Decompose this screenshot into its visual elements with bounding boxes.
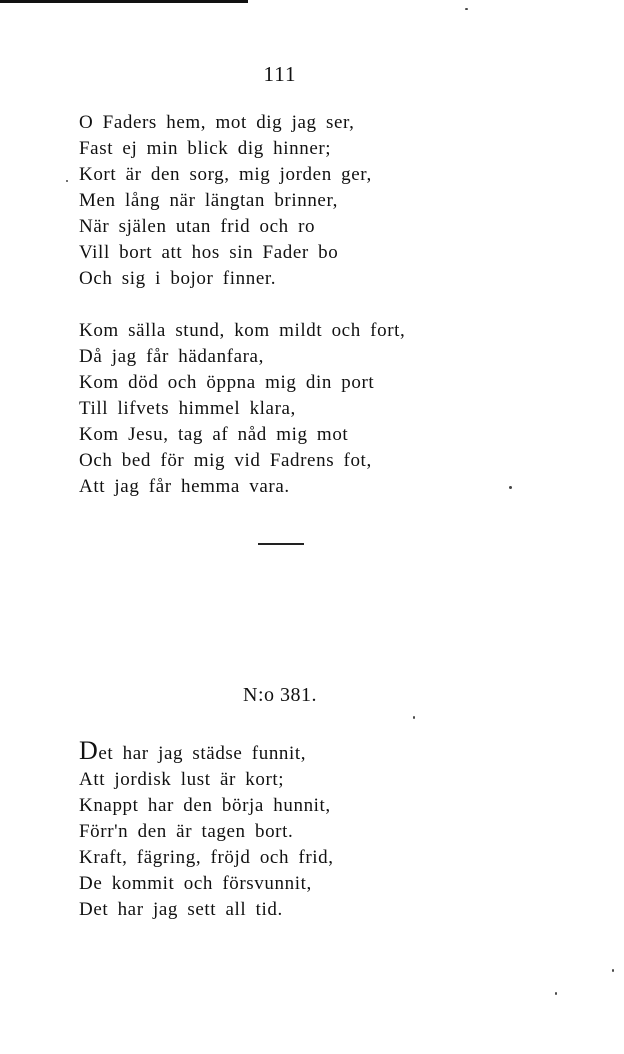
verse-line: När själen utan frid och ro <box>79 216 316 237</box>
verse-line: Knappt har den börja hunnit, <box>79 795 331 816</box>
drop-initial: D <box>79 736 99 765</box>
verse-line: Att jag får hemma vara. <box>79 476 290 497</box>
scan-speck <box>555 992 557 995</box>
section-divider <box>258 543 304 545</box>
hymn-number: N:o 381. <box>243 684 317 706</box>
verse-line: Det har jag sett all tid. <box>79 899 283 920</box>
verse-line: Kort är den sorg, mig jorden ger, <box>79 164 372 185</box>
verse-line: Men lång när längtan brinner, <box>79 190 338 211</box>
verse-line: Förr'n den är tagen bort. <box>79 821 294 842</box>
verse-line: Att jordisk lust är kort; <box>79 769 285 790</box>
scan-speck <box>509 486 512 489</box>
stanza-2 <box>79 318 405 500</box>
verse-line: Kraft, fägring, fröjd och frid, <box>79 847 334 868</box>
verse-line: O Faders hem, mot dig jag ser, <box>79 112 355 133</box>
verse-line: Kom Jesu, tag af nåd mig mot <box>79 424 349 445</box>
verse-line: Och bed för mig vid Fadrens fot, <box>79 450 372 471</box>
verse-line: De kommit och försvunnit, <box>79 873 312 894</box>
verse-line-first-rest: et har jag städse funnit, <box>98 743 307 764</box>
verse-line: Vill bort att hos sin Fader bo <box>79 242 339 263</box>
stanza-1 <box>79 110 372 292</box>
top-edge-rule <box>0 0 248 3</box>
verse-line: Då jag får hädanfara, <box>79 346 264 367</box>
verse-line: Till lifvets himmel klara, <box>79 398 296 419</box>
verse-line: Och sig i bojor finner. <box>79 268 277 289</box>
scan-speck <box>465 8 468 10</box>
verse-line: Kom sälla stund, kom mildt och fort, <box>79 320 406 341</box>
stanza-hymn-381 <box>79 738 334 923</box>
scan-speck <box>612 969 614 972</box>
scan-speck <box>66 180 68 182</box>
verse-line: Fast ej min blick dig hinner; <box>79 138 332 159</box>
page-number: 111 <box>263 62 297 86</box>
verse-line-first <box>79 738 334 767</box>
scan-speck <box>413 716 415 719</box>
verse-line: Kom död och öppna mig din port <box>79 372 375 393</box>
